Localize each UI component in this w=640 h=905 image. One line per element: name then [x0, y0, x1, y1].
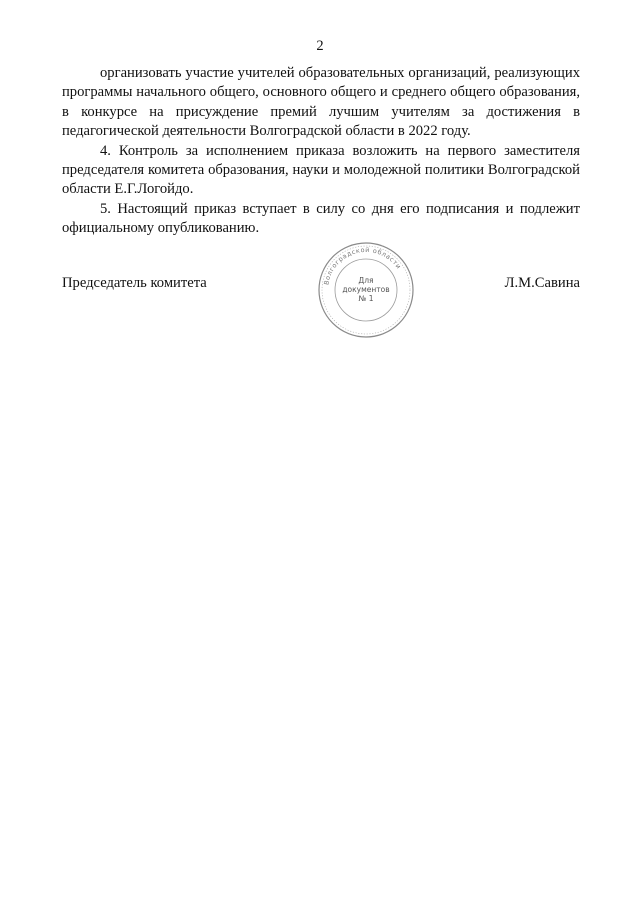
- paragraph-continuation: организовать участие учителей образовательных организаций, реализующих программы начального общего, основного общего и среднего общего образования, в конкурсе на присуждение премий лучшим учителям за достижения в педагогической деятельности Волгоградской области в 2022 году.: [62, 65, 580, 140]
- document-body: [62, 64, 580, 239]
- official-stamp-icon: [316, 240, 416, 340]
- stamp-ring-text: Волгоградской области: [322, 245, 403, 286]
- stamp-inner-text: [316, 276, 416, 303]
- paragraph-4: 4. Контроль за исполнением приказа возложить на первого заместителя председателя комитета образования, науки и молодежной политики Волгоградской области Е.Г.Логойдо.: [62, 142, 580, 198]
- signatory-name: Л.М.Савина: [504, 275, 580, 291]
- stamp-line-3: № 1: [358, 294, 374, 303]
- stamp-line-1: Для: [358, 276, 374, 285]
- paragraph-5: 5. Настоящий приказ вступает в силу со дня его подписания и подлежит официальному опубликованию.: [62, 200, 580, 237]
- page-number: 2: [316, 38, 324, 54]
- stamp-line-2: документов: [342, 285, 390, 294]
- signatory-title: Председатель комитета: [62, 275, 207, 291]
